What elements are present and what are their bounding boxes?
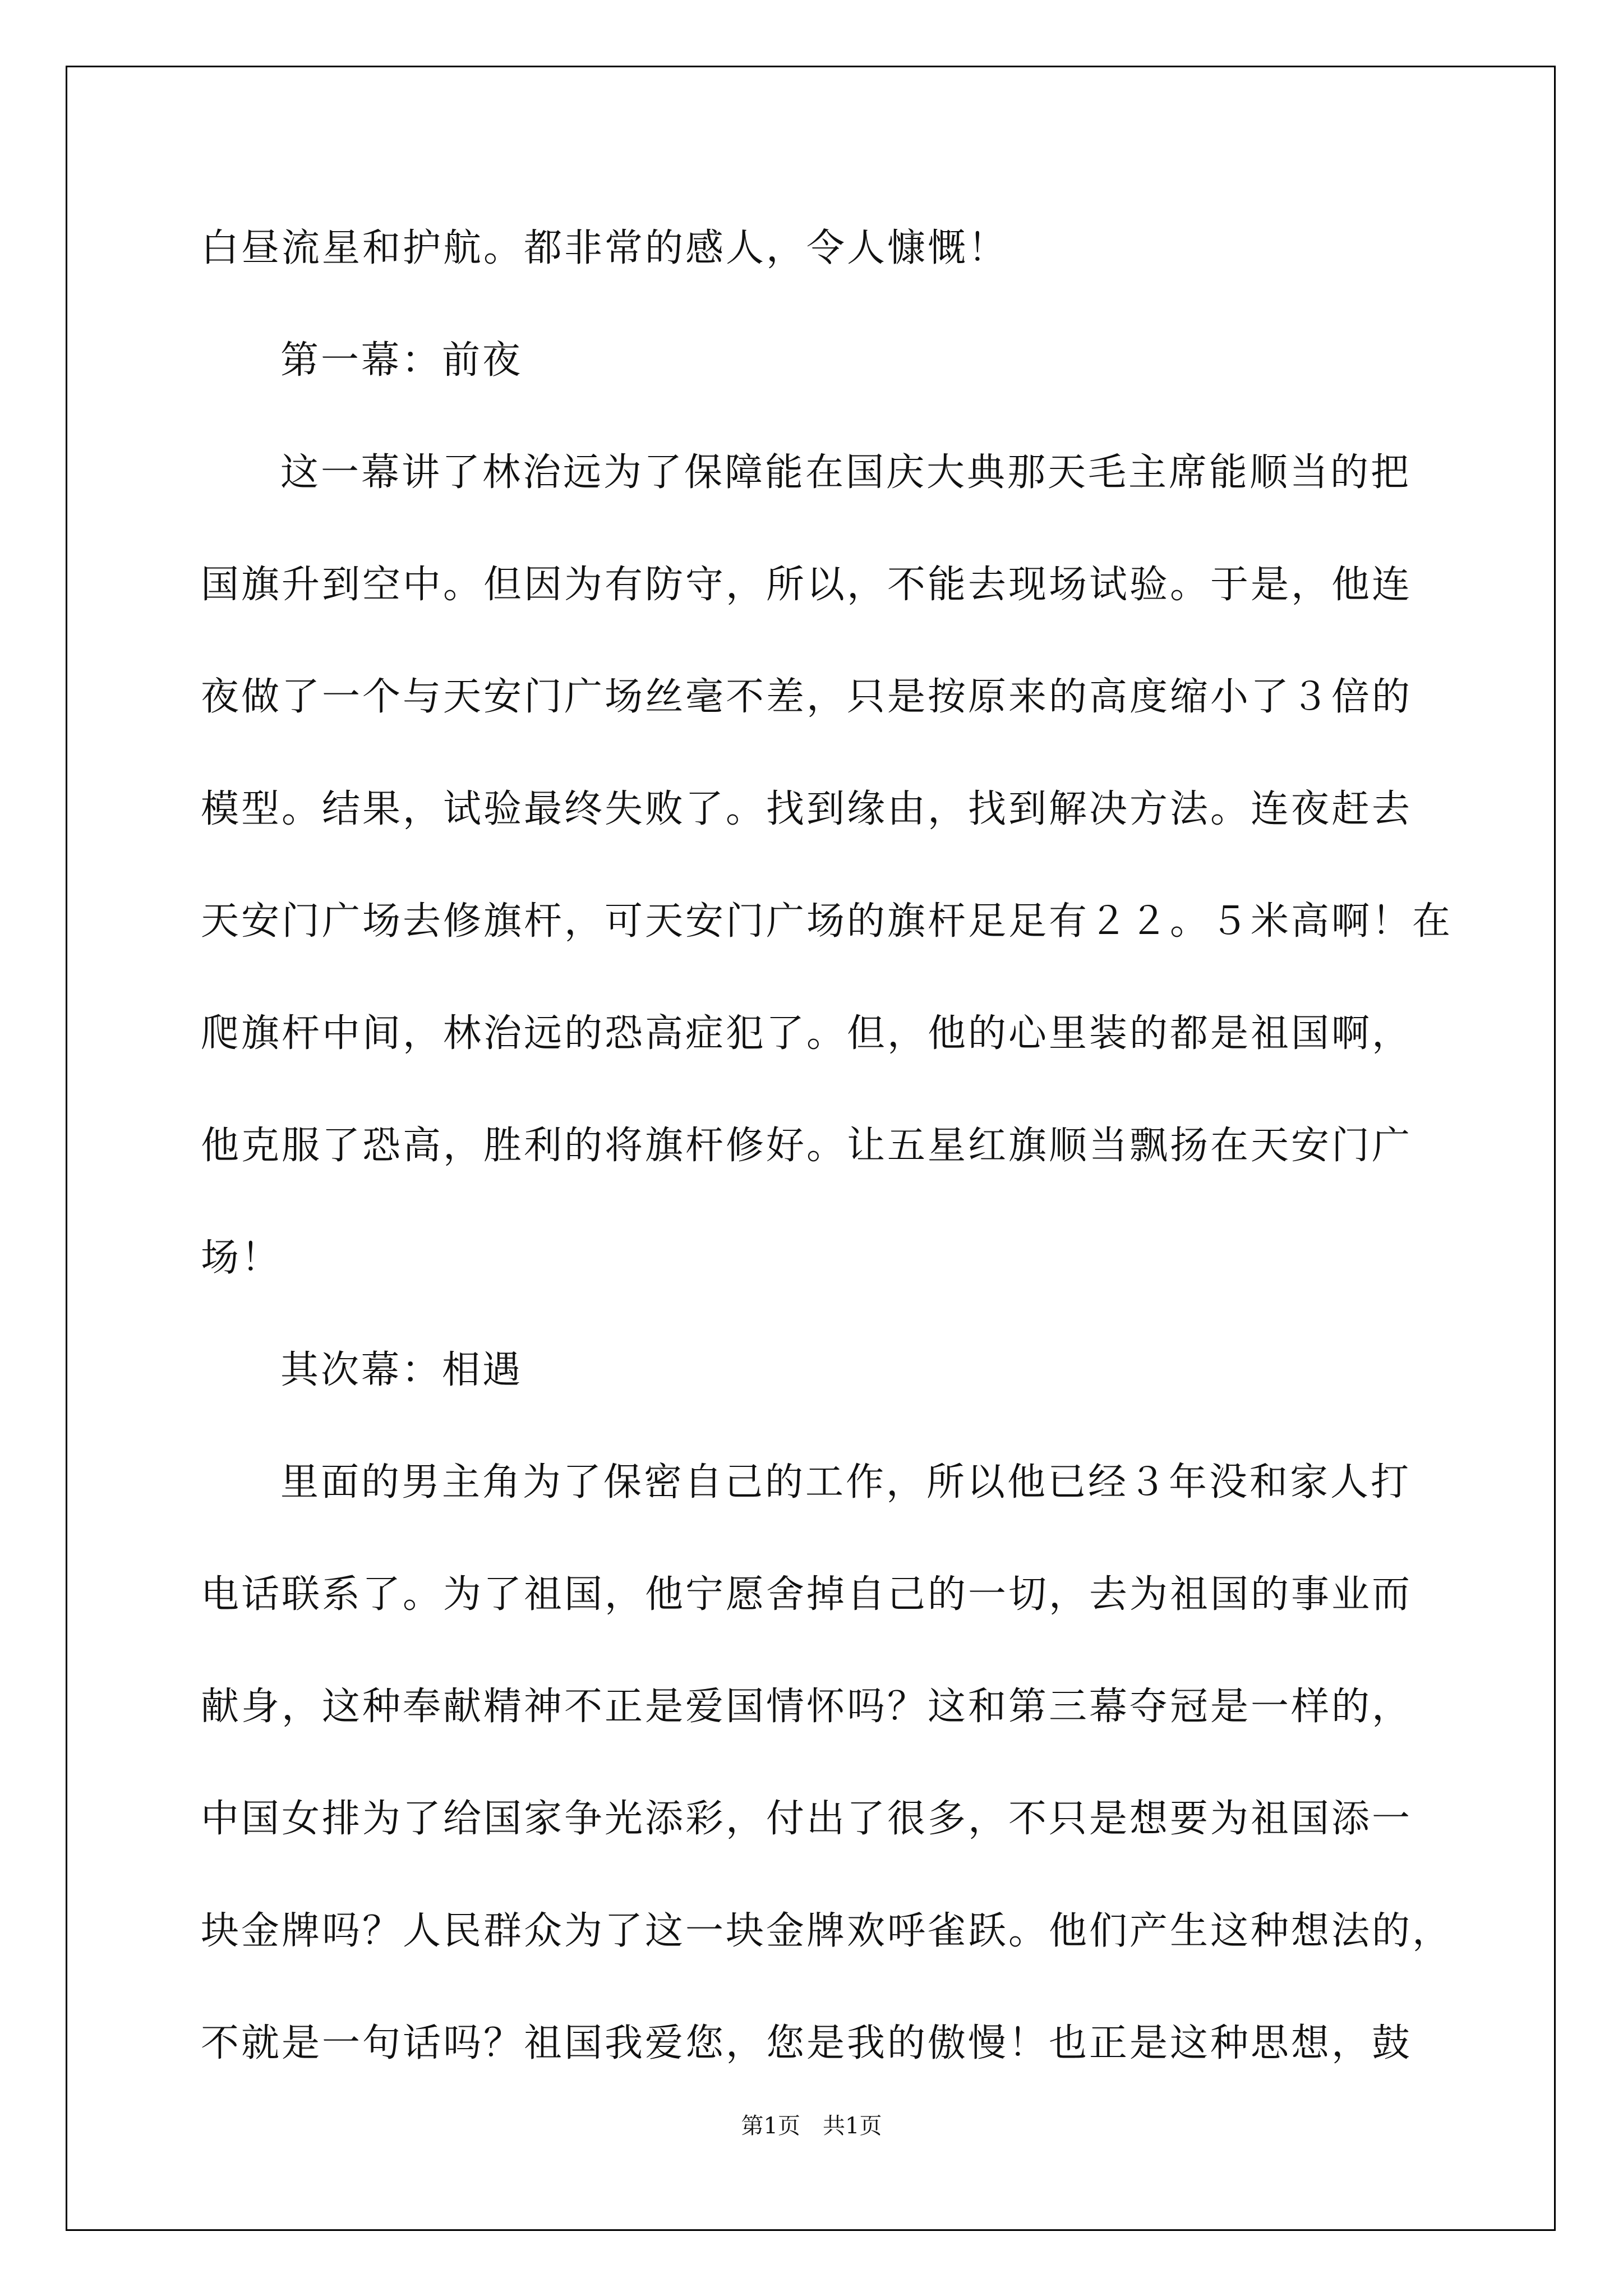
paragraph-line: 块金牌吗？人民群众为了这一块金牌欢呼雀跃。他们产生这种想法的，	[201, 1909, 1453, 1953]
paragraph-line: 里面的男主角为了保密自己的工作，所以他已经３年没和家人打	[280, 1460, 1412, 1504]
paragraph-line: 夜做了一个与天安门广场丝毫不差，只是按原来的高度缩小了３倍的	[201, 675, 1413, 719]
paragraph-line: 模型。结果，试验最终失败了。找到缘由，找到解决方法。连夜赶去	[201, 787, 1413, 831]
paragraph-line: 国旗升到空中。但因为有防守，所以，不能去现场试验。于是，他连	[201, 563, 1413, 607]
paragraph-line: 他克服了恐高，胜利的将旗杆修好。让五星红旗顺当飘扬在天安门广	[201, 1124, 1413, 1168]
paragraph-line: 白昼流星和护航。都非常的感人，令人慷慨！	[201, 226, 1009, 270]
paragraph-line: 爬旗杆中间，林治远的恐高症犯了。但，他的心里装的都是祖国啊，	[201, 1011, 1413, 1056]
paragraph-line: 献身，这种奉献精神不正是爱国情怀吗？这和第三幕夺冠是一样的，	[201, 1685, 1413, 1729]
page-number: 第1页 共1页	[741, 2113, 882, 2139]
paragraph-line: 天安门广场去修旗杆，可天安门广场的旗杆足足有２２。５米高啊！在	[201, 899, 1453, 944]
paragraph-line: 这一幕讲了林治远为了保障能在国庆大典那天毛主席能顺当的把	[280, 450, 1412, 495]
section-heading: 第一幕：前夜	[280, 338, 523, 383]
paragraph-line: 场！	[201, 1236, 282, 1280]
paragraph-line: 电话联系了。为了祖国，他宁愿舍掉自己的一切，去为祖国的事业而	[201, 1572, 1413, 1617]
paragraph-line: 不就是一句话吗？祖国我爱您，您是我的傲慢！也正是这种思想，鼓	[201, 2021, 1413, 2065]
paragraph-line: 中国女排为了给国家争光添彩，付出了很多，不只是想要为祖国添一	[201, 1797, 1413, 1841]
section-heading: 其次幕：相遇	[280, 1348, 523, 1392]
